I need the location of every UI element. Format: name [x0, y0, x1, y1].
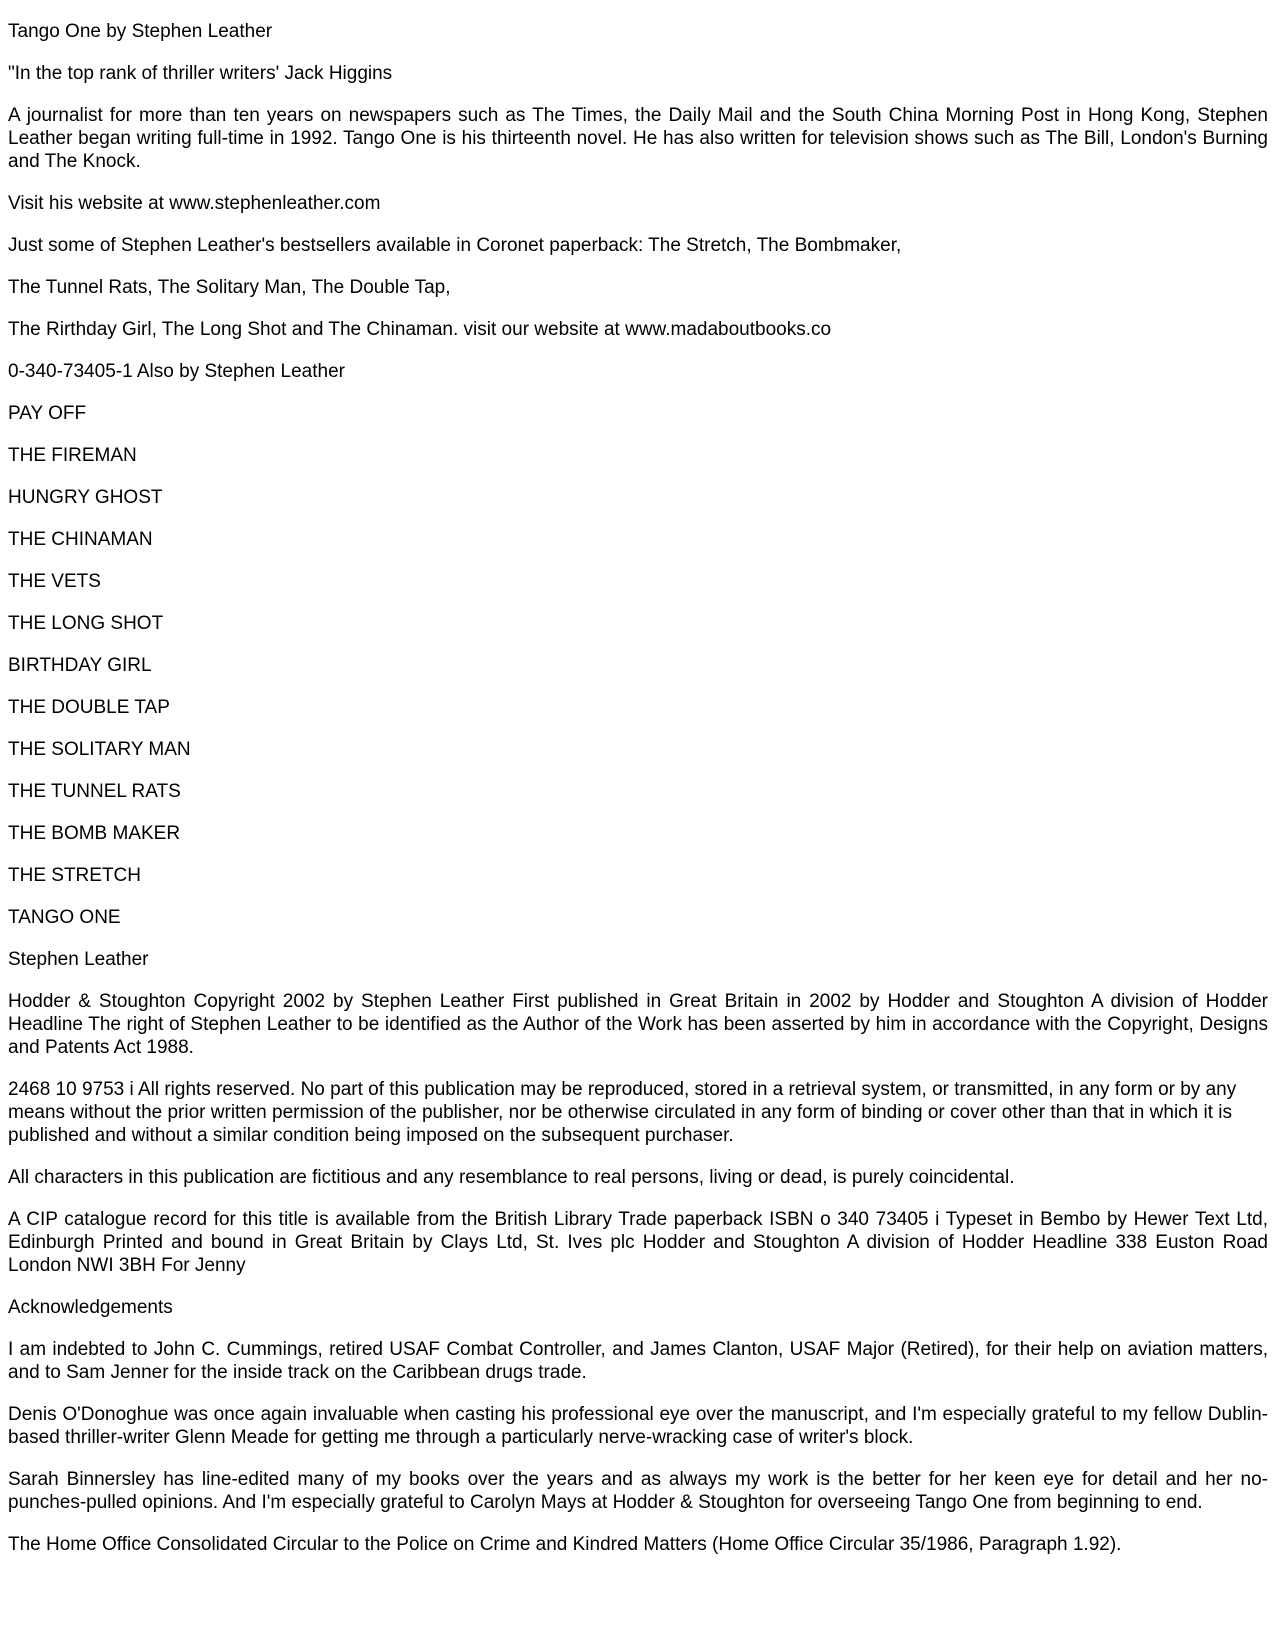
acknowledgement-paragraph: I am indebted to John C. Cummings, retired USAF Combat Controller, and James Clanton, USAF Major (Retired), for their help on aviation matters, and to Sam Jenner for the inside track on the Caribbean drugs trade.: [8, 1339, 1268, 1383]
fiction-notice: All characters in this publication are fictitious and any resemblance to real persons, living or dead, is purely coincidental.: [8, 1167, 1015, 1188]
book-title: THE STRETCH: [8, 865, 141, 886]
acknowledgement-paragraph: Denis O'Donoghue was once again invaluable when casting his professional eye over the manuscript, and I'm especially grateful to my fellow Dublin-based thriller-writer Glenn Meade for getting me through a particularly nerve-wracking case of writer's block.: [8, 1404, 1268, 1448]
book-title: HUNGRY GHOST: [8, 487, 163, 508]
title-line: Tango One by Stephen Leather: [8, 21, 273, 42]
bestsellers-line-3: The Rirthday Girl, The Long Shot and The Chinaman. visit our website at www.madaboutbooks.co: [8, 319, 832, 340]
document-page: [8, 20, 1268, 1575]
book-title: THE TUNNEL RATS: [8, 781, 181, 802]
book-title: THE BOMB MAKER: [8, 823, 181, 844]
acknowledgements-heading: Acknowledgements: [8, 1297, 173, 1318]
website-line: Visit his website at www.stephenleather.com: [8, 193, 381, 214]
book-title: BIRTHDAY GIRL: [8, 655, 152, 676]
author-bio: A journalist for more than ten years on newspapers such as The Times, the Daily Mail and the South China Morning Post in Hong Kong, Stephen Leather began writing full-time in 1992. Tango One is his thirteenth novel. He has also written for television shows such as The Bill, London's Burning and The Knock.: [8, 105, 1268, 172]
bestsellers-line-2: The Tunnel Rats, The Solitary Man, The Double Tap,: [8, 277, 451, 298]
home-office-line: The Home Office Consolidated Circular to the Police on Crime and Kindred Matters (Home Office Circular 35/1986, Paragraph 1.92).: [8, 1534, 1122, 1555]
rights-paragraph: 2468 10 9753 i All rights reserved. No part of this publication may be reproduced, stored in a retrieval system, or transmitted, in any form or by any means without the prior written permission of the publisher, nor be otherwise circulated in any form of binding or cover other than that in which it is published and without a similar condition being imposed on the subsequent purchaser.: [8, 1079, 1237, 1146]
book-title: THE CHINAMAN: [8, 529, 153, 550]
praise-quote: "In the top rank of thriller writers' Jack Higgins: [8, 63, 393, 84]
author-name: Stephen Leather: [8, 949, 149, 970]
also-by-line: 0-340-73405-1 Also by Stephen Leather: [8, 361, 345, 382]
book-title: THE DOUBLE TAP: [8, 697, 170, 718]
book-title: THE FIREMAN: [8, 445, 137, 466]
copyright-paragraph: Hodder & Stoughton Copyright 2002 by Stephen Leather First published in Great Britain in 2002 by Hodder and Stoughton A division of Hodder Headline The right of Stephen Leather to be identified as the Author of the Work has been asserted by him in accordance with the Copyright, Designs and Patents Act 1988.: [8, 991, 1268, 1058]
book-title: THE SOLITARY MAN: [8, 739, 191, 760]
book-title: THE VETS: [8, 571, 101, 592]
book-title: THE LONG SHOT: [8, 613, 164, 634]
book-title: TANGO ONE: [8, 907, 121, 928]
bestsellers-line-1: Just some of Stephen Leather's bestsellers available in Coronet paperback: The Stretch, The Bombmaker,: [8, 235, 902, 256]
acknowledgement-paragraph: Sarah Binnersley has line-edited many of my books over the years and as always my work is the better for her keen eye for detail and her no-punches-pulled opinions. And I'm especially grateful to Carolyn Mays at Hodder & Stoughton for overseeing Tango One from beginning to end.: [8, 1469, 1268, 1513]
cip-paragraph: A CIP catalogue record for this title is available from the British Library Trade paperback ISBN o 340 73405 i Typeset in Bembo by Hewer Text Ltd, Edinburgh Printed and bound in Great Britain by Clays Ltd, St. Ives plc Hodder and Stoughton A division of Hodder Headline 338 Euston Road London NWI 3BH For Jenny: [8, 1209, 1268, 1276]
book-title: PAY OFF: [8, 403, 87, 424]
